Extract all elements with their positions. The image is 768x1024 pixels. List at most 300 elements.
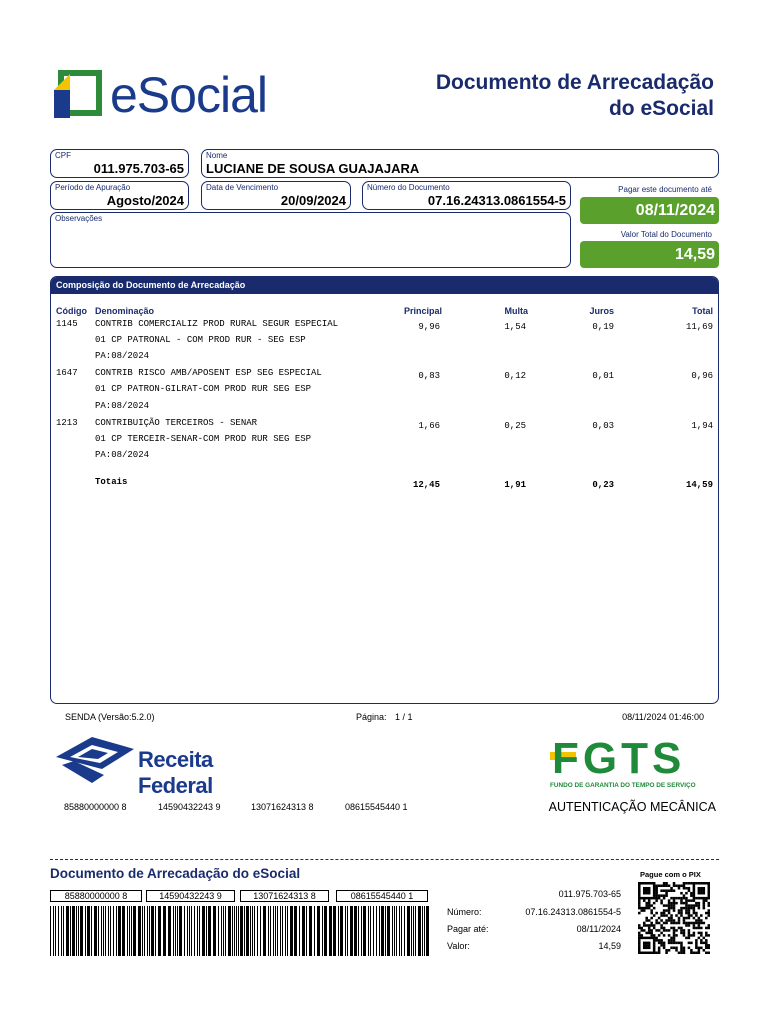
qr-module xyxy=(663,922,666,925)
barcode-bar xyxy=(199,906,200,956)
qr-module xyxy=(688,907,691,910)
qr-module xyxy=(673,882,676,885)
qr-module xyxy=(678,917,681,920)
qr-module xyxy=(700,914,703,917)
qr-module xyxy=(643,922,646,925)
qr-module xyxy=(663,944,666,947)
qr-module xyxy=(708,887,710,890)
qr-module xyxy=(638,934,641,937)
qr-module xyxy=(708,902,710,905)
barcode-bar xyxy=(98,906,99,956)
qr-module xyxy=(638,947,641,950)
qr-module xyxy=(643,929,646,932)
qr-module xyxy=(675,942,678,945)
qr-module xyxy=(688,909,691,912)
barcode-bar xyxy=(294,906,297,956)
qr-module xyxy=(670,914,673,917)
qr-module xyxy=(660,899,663,902)
barcode-bar xyxy=(282,906,283,956)
barcode-block: 08615545440 1 xyxy=(345,802,408,812)
valor-total-value: 14,59 xyxy=(580,241,719,268)
qr-module xyxy=(700,882,703,885)
barcode-bar xyxy=(133,906,136,956)
barcode-bar xyxy=(223,906,224,956)
qr-module xyxy=(673,889,676,892)
qr-module xyxy=(703,907,706,910)
qr-module xyxy=(673,902,676,905)
qr-module xyxy=(688,934,691,937)
qr-module xyxy=(643,924,646,927)
qr-module xyxy=(695,919,698,922)
qr-module xyxy=(638,912,641,915)
barcode-bar xyxy=(347,906,348,956)
barcode-bar xyxy=(363,906,366,956)
vencimento-label: Data de Vencimento xyxy=(206,183,279,192)
qr-module xyxy=(663,927,666,930)
qr-module xyxy=(703,887,706,890)
qr-module xyxy=(693,934,696,937)
qr-module xyxy=(670,919,673,922)
barcode-bar xyxy=(275,906,276,956)
qr-module xyxy=(668,902,671,905)
qr-module xyxy=(650,932,653,935)
qr-module xyxy=(685,912,688,915)
qr-module xyxy=(693,884,696,887)
barcode-bar xyxy=(399,906,400,956)
qr-module xyxy=(665,884,668,887)
totals-principal: 12,45 xyxy=(412,480,440,490)
qr-module xyxy=(698,897,701,900)
cut-line xyxy=(50,859,719,860)
qr-module xyxy=(698,892,701,895)
barcode-bar xyxy=(225,906,226,956)
header-juros: Juros xyxy=(589,306,614,316)
barcode-bar xyxy=(299,906,300,956)
qr-module xyxy=(673,907,676,910)
qr-module xyxy=(640,907,643,910)
barcode-bar xyxy=(287,906,288,956)
qr-module xyxy=(673,942,676,945)
barcode-bar xyxy=(263,906,266,956)
stub-valor: 14,59 xyxy=(598,941,621,951)
header-multa: Multa xyxy=(504,306,528,316)
qr-module xyxy=(668,939,671,942)
qr-module xyxy=(698,902,701,905)
qr-module xyxy=(685,882,688,885)
row-desc-line1: CONTRIB COMERCIALIZ PROD RURAL SEGUR ESPECIAL xyxy=(95,319,339,329)
qr-module xyxy=(700,934,703,937)
qr-module xyxy=(685,924,688,927)
qr-module xyxy=(688,947,691,950)
qr-module xyxy=(693,924,696,927)
qr-module xyxy=(653,952,656,954)
row-desc-line3: PA:08/2024 xyxy=(95,450,150,460)
stub-numero: 07.16.24313.0861554-5 xyxy=(525,907,621,917)
qr-module xyxy=(665,919,668,922)
barcode-bar xyxy=(122,906,125,956)
qr-module xyxy=(703,892,706,895)
barcode-bar xyxy=(314,906,315,956)
qr-module xyxy=(653,914,656,917)
row-desc-line2: 01 CP PATRONAL - COM PROD RUR - SEG ESP xyxy=(95,335,306,345)
qr-module xyxy=(655,939,658,942)
qr-module xyxy=(705,932,708,935)
qr-module xyxy=(680,944,683,947)
qr-module xyxy=(690,904,693,907)
qr-module xyxy=(708,912,710,915)
qr-module xyxy=(638,952,641,954)
qr-module xyxy=(695,947,698,950)
qr-module xyxy=(683,947,686,950)
periodo-field xyxy=(50,181,189,210)
qr-module xyxy=(680,947,683,950)
fgts-subtitle: FUNDO DE GARANTIA DO TEMPO DE SERVIÇO xyxy=(550,782,696,789)
qr-module xyxy=(678,922,681,925)
qr-module xyxy=(660,939,663,942)
barcode-bar xyxy=(396,906,397,956)
qr-module xyxy=(668,909,671,912)
qr-module xyxy=(643,899,646,902)
qr-module xyxy=(673,909,676,912)
qr-module xyxy=(705,899,708,902)
pix-qr-code-icon[interactable] xyxy=(638,882,710,954)
qr-module xyxy=(670,889,673,892)
qr-module xyxy=(670,939,673,942)
qr-module xyxy=(693,897,696,900)
qr-module xyxy=(683,884,686,887)
qr-module xyxy=(705,947,708,950)
qr-module xyxy=(693,882,696,885)
barcode-bar xyxy=(105,906,106,956)
qr-module xyxy=(683,932,686,935)
qr-module xyxy=(650,952,653,954)
qr-module xyxy=(658,922,661,925)
pagar-ate-value: 08/11/2024 xyxy=(580,197,719,224)
qr-module xyxy=(655,899,658,902)
qr-module xyxy=(658,939,661,942)
table-row xyxy=(56,418,716,466)
qr-module xyxy=(643,882,646,885)
qr-module xyxy=(705,882,708,885)
qr-module xyxy=(690,907,693,910)
qr-module xyxy=(675,897,678,900)
qr-module xyxy=(640,934,643,937)
barcode-bar xyxy=(370,906,371,956)
barcode-bar xyxy=(324,906,327,956)
qr-module xyxy=(645,882,648,885)
header-codigo: Código xyxy=(56,306,87,316)
qr-module xyxy=(648,924,651,927)
cpf-label: CPF xyxy=(55,151,71,160)
qr-module xyxy=(700,922,703,925)
qr-module xyxy=(638,887,641,890)
qr-module xyxy=(698,907,701,910)
qr-module xyxy=(678,909,681,912)
header-total: Total xyxy=(692,306,713,316)
qr-module xyxy=(648,899,651,902)
qr-module xyxy=(653,934,656,937)
qr-module xyxy=(650,924,653,927)
barcode-bar xyxy=(309,906,312,956)
qr-module xyxy=(685,909,688,912)
qr-module xyxy=(693,899,696,902)
barcode-bar xyxy=(101,906,102,956)
barcode-bar xyxy=(129,906,130,956)
qr-module xyxy=(648,892,651,895)
qr-module xyxy=(703,889,706,892)
qr-module xyxy=(645,924,648,927)
qr-module xyxy=(653,887,656,890)
barcode-bar xyxy=(411,906,412,956)
barcode-bar xyxy=(234,906,235,956)
qr-module xyxy=(668,919,671,922)
qr-module xyxy=(690,934,693,937)
qr-module xyxy=(660,889,663,892)
qr-module xyxy=(640,952,643,954)
qr-module xyxy=(695,897,698,900)
qr-module xyxy=(685,907,688,910)
barcode-bar xyxy=(127,906,128,956)
qr-module xyxy=(660,912,663,915)
qr-module xyxy=(663,894,666,897)
qr-module xyxy=(638,942,641,945)
qr-module xyxy=(653,884,656,887)
qr-module xyxy=(685,937,688,940)
qr-module xyxy=(665,952,668,954)
qr-module xyxy=(643,889,646,892)
qr-module xyxy=(648,937,651,940)
qr-module xyxy=(665,892,668,895)
barcode-bar xyxy=(187,906,188,956)
numero-field xyxy=(362,181,571,210)
qr-module xyxy=(695,902,698,905)
qr-module xyxy=(688,922,691,925)
qr-module xyxy=(673,922,676,925)
qr-module xyxy=(675,934,678,937)
qr-module xyxy=(693,909,696,912)
qr-module xyxy=(660,914,663,917)
qr-module xyxy=(680,929,683,932)
qr-module xyxy=(655,952,658,954)
row-total: 11,69 xyxy=(685,322,713,332)
qr-module xyxy=(645,937,648,940)
qr-module xyxy=(678,912,681,915)
qr-module xyxy=(693,912,696,915)
qr-module xyxy=(683,887,686,890)
qr-module xyxy=(638,882,641,885)
qr-module xyxy=(665,894,668,897)
qr-module xyxy=(670,937,673,940)
qr-module xyxy=(695,944,698,947)
qr-module xyxy=(700,889,703,892)
qr-module xyxy=(693,887,696,890)
row-codigo: 1647 xyxy=(56,368,78,378)
receita-federal-emblem-icon xyxy=(52,735,138,787)
barcode-bar xyxy=(184,906,185,956)
barcode-bar xyxy=(221,906,222,956)
qr-module xyxy=(708,944,710,947)
esocial-logo xyxy=(52,64,292,122)
qr-module xyxy=(668,904,671,907)
qr-module xyxy=(683,952,686,954)
barcode-bar xyxy=(50,906,51,956)
qr-module xyxy=(678,927,681,930)
qr-module xyxy=(698,904,701,907)
barcode-bar xyxy=(254,906,255,956)
qr-module xyxy=(703,942,706,945)
qr-module xyxy=(698,922,701,925)
qr-module xyxy=(690,952,693,954)
barcode-bar xyxy=(194,906,195,956)
qr-module xyxy=(645,902,648,905)
qr-module xyxy=(645,947,648,950)
qr-module xyxy=(680,952,683,954)
qr-module xyxy=(695,882,698,885)
qr-module xyxy=(705,952,708,954)
qr-module xyxy=(708,884,710,887)
qr-module xyxy=(653,947,656,950)
barcode-bar xyxy=(422,906,423,956)
barcode-bar xyxy=(270,906,271,956)
qr-module xyxy=(655,884,658,887)
barcode-block: 85880000000 8 xyxy=(64,802,127,812)
qr-module xyxy=(660,944,663,947)
barcode-bar xyxy=(87,906,90,956)
qr-module xyxy=(663,882,666,885)
qr-module xyxy=(678,884,681,887)
qr-module xyxy=(653,942,656,945)
qr-module xyxy=(673,927,676,930)
qr-module xyxy=(638,932,641,935)
qr-module xyxy=(693,894,696,897)
stub-code-box: 08615545440 1 xyxy=(336,890,428,902)
qr-module xyxy=(663,934,666,937)
qr-module xyxy=(700,892,703,895)
barcode-bar xyxy=(424,906,425,956)
barcode-bar xyxy=(175,906,176,956)
barcode-bar xyxy=(252,906,253,956)
vencimento-field xyxy=(201,181,351,210)
qr-module xyxy=(678,897,681,900)
barcode-bar xyxy=(329,906,332,956)
qr-module xyxy=(650,912,653,915)
qr-module xyxy=(698,917,701,920)
qr-module xyxy=(648,927,651,930)
barcode-bar xyxy=(113,906,114,956)
qr-module xyxy=(678,942,681,945)
qr-module xyxy=(638,907,641,910)
qr-module xyxy=(648,942,651,945)
qr-module xyxy=(703,904,706,907)
qr-module xyxy=(648,889,651,892)
qr-module xyxy=(700,927,703,930)
qr-module xyxy=(680,899,683,902)
qr-module xyxy=(653,897,656,900)
barcode-bar xyxy=(368,906,369,956)
barcode-bar xyxy=(155,906,156,956)
table-row xyxy=(56,368,716,416)
qr-module xyxy=(695,904,698,907)
barcode-bar xyxy=(63,906,64,956)
qr-module xyxy=(685,922,688,925)
qr-module xyxy=(650,909,653,912)
row-principal: 9,96 xyxy=(418,322,440,332)
qr-module xyxy=(688,887,691,890)
qr-module xyxy=(658,894,661,897)
barcode-bar xyxy=(244,906,245,956)
qr-module xyxy=(698,932,701,935)
stub-valor-label: Valor: xyxy=(447,941,470,951)
qr-module xyxy=(680,932,683,935)
barcode-bar xyxy=(103,906,104,956)
qr-module xyxy=(680,912,683,915)
qr-module xyxy=(640,937,643,940)
periodo-value: Agosto/2024 xyxy=(106,193,184,208)
qr-module xyxy=(680,892,683,895)
qr-module xyxy=(683,907,686,910)
qr-module xyxy=(690,892,693,895)
barcode-bar xyxy=(273,906,274,956)
qr-module xyxy=(698,947,701,950)
qr-module xyxy=(643,892,646,895)
totals-multa: 1,91 xyxy=(504,480,526,490)
barcode-bar xyxy=(53,906,54,956)
qr-module xyxy=(653,907,656,910)
qr-module xyxy=(698,952,701,954)
qr-module xyxy=(670,947,673,950)
qr-module xyxy=(640,897,643,900)
barcode-bar xyxy=(322,906,323,956)
qr-module xyxy=(703,922,706,925)
qr-module xyxy=(668,949,671,952)
qr-module xyxy=(675,929,678,932)
qr-module xyxy=(688,942,691,945)
barcode-bar xyxy=(381,906,384,956)
barcode-bar xyxy=(240,906,243,956)
totals-juros: 0,23 xyxy=(592,480,614,490)
qr-module xyxy=(703,949,706,952)
qr-module xyxy=(655,897,658,900)
qr-module xyxy=(708,927,710,930)
barcode-bar xyxy=(257,906,258,956)
qr-module xyxy=(670,902,673,905)
qr-module xyxy=(708,889,710,892)
qr-module xyxy=(670,907,673,910)
qr-module xyxy=(703,897,706,900)
qr-module xyxy=(698,949,701,952)
nome-label: Nome xyxy=(206,151,228,160)
barcode-bar xyxy=(208,906,211,956)
qr-module xyxy=(685,899,688,902)
qr-module xyxy=(688,914,691,917)
qr-module xyxy=(680,942,683,945)
barcode-bar xyxy=(61,906,62,956)
barcode-bar xyxy=(260,906,261,956)
qr-module xyxy=(665,929,668,932)
qr-module xyxy=(703,899,706,902)
row-total: 0,96 xyxy=(691,371,713,381)
qr-module xyxy=(665,949,668,952)
senda-version: SENDA (Versão:5.2.0) xyxy=(65,712,155,722)
barcode-bar xyxy=(206,906,207,956)
qr-module xyxy=(658,947,661,950)
qr-module xyxy=(658,884,661,887)
qr-module xyxy=(663,897,666,900)
qr-module xyxy=(650,937,653,940)
stub-numero-label: Número: xyxy=(447,907,482,917)
qr-module xyxy=(690,914,693,917)
qr-module xyxy=(643,952,646,954)
